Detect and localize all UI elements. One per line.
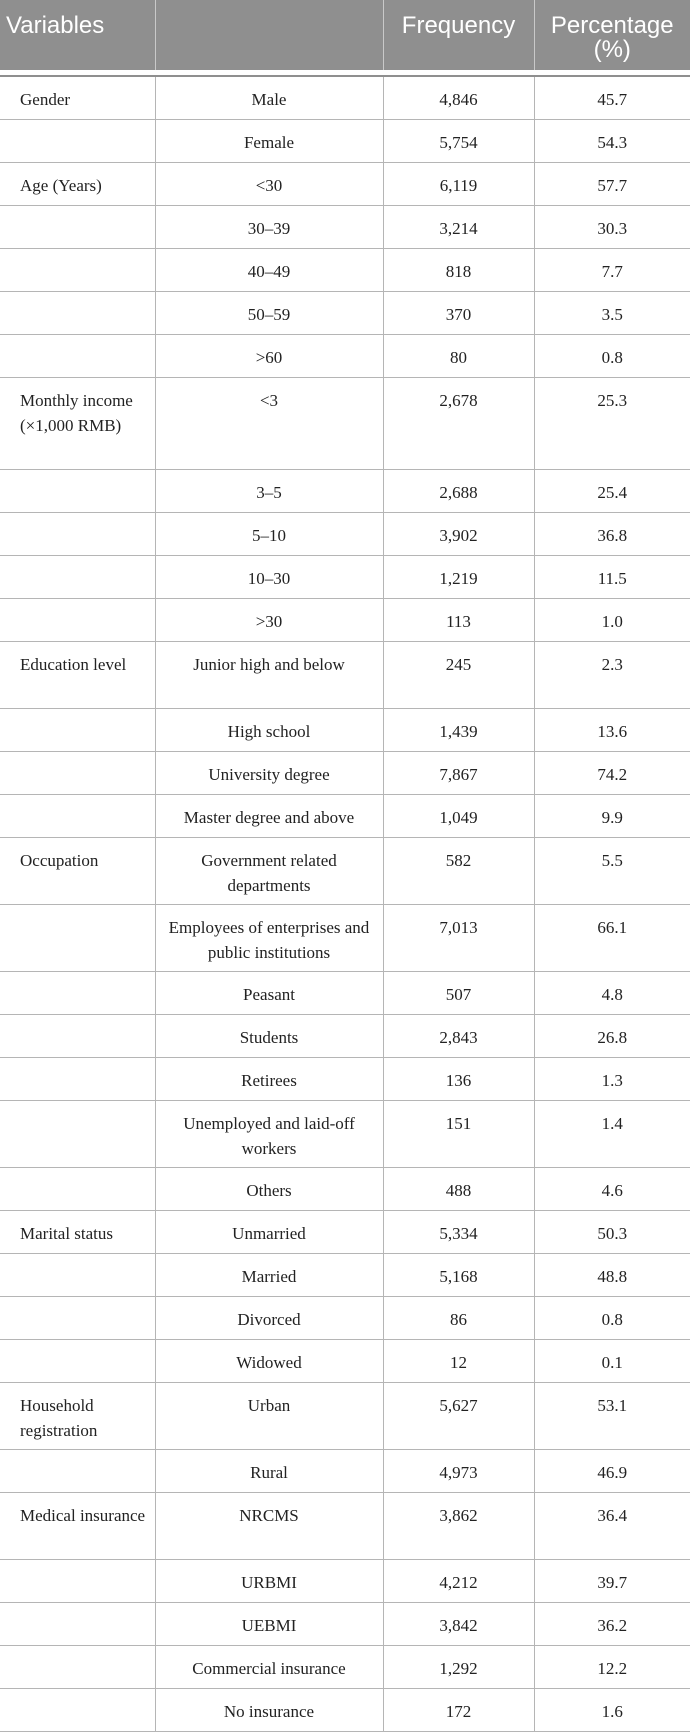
percentage-cell: 26.8 [534, 1014, 690, 1057]
percentage-cell: 1.6 [534, 1688, 690, 1731]
category-cell: NRCMS [155, 1492, 383, 1559]
category-cell: Retirees [155, 1057, 383, 1100]
percentage-cell: 4.6 [534, 1167, 690, 1210]
frequency-cell: 582 [383, 837, 534, 904]
category-cell: High school [155, 708, 383, 751]
category-cell: 50–59 [155, 291, 383, 334]
category-cell: >60 [155, 334, 383, 377]
percentage-cell: 25.3 [534, 377, 690, 469]
table-row [0, 1559, 690, 1602]
frequency-cell: 4,212 [383, 1559, 534, 1602]
category-cell: Others [155, 1167, 383, 1210]
frequency-cell: 370 [383, 291, 534, 334]
category-cell: Widowed [155, 1339, 383, 1382]
percentage-cell: 13.6 [534, 708, 690, 751]
table-row [0, 971, 690, 1014]
percentage-cell: 0.8 [534, 1296, 690, 1339]
table-row [0, 205, 690, 248]
percentage-cell: 0.1 [534, 1339, 690, 1382]
percentage-cell: 4.8 [534, 971, 690, 1014]
variable-cell [0, 119, 155, 162]
category-cell: Divorced [155, 1296, 383, 1339]
table-row [0, 1296, 690, 1339]
variable-cell [0, 1167, 155, 1210]
category-cell: 30–39 [155, 205, 383, 248]
percentage-cell: 1.0 [534, 598, 690, 641]
table-row [0, 334, 690, 377]
frequency-cell: 2,678 [383, 377, 534, 469]
category-cell: 5–10 [155, 512, 383, 555]
category-cell: Unmarried [155, 1210, 383, 1253]
frequency-cell: 3,902 [383, 512, 534, 555]
frequency-cell: 151 [383, 1100, 534, 1167]
table-row [0, 119, 690, 162]
variable-cell [0, 1339, 155, 1382]
frequency-cell: 488 [383, 1167, 534, 1210]
table-row [0, 794, 690, 837]
percentage-cell: 53.1 [534, 1382, 690, 1449]
variable-cell [0, 1688, 155, 1731]
table-row [0, 904, 690, 971]
category-cell: Students [155, 1014, 383, 1057]
table-row [0, 1210, 690, 1253]
frequency-cell: 818 [383, 248, 534, 291]
variable-cell [0, 971, 155, 1014]
table-row [0, 76, 690, 119]
category-cell: 40–49 [155, 248, 383, 291]
table-row [0, 512, 690, 555]
percentage-cell: 36.8 [534, 512, 690, 555]
category-cell: Male [155, 76, 383, 119]
category-cell: No insurance [155, 1688, 383, 1731]
variable-cell: Medical insurance [0, 1492, 155, 1559]
variable-cell [0, 1057, 155, 1100]
variable-cell [0, 1100, 155, 1167]
variable-cell [0, 334, 155, 377]
variable-cell [0, 512, 155, 555]
frequency-cell: 5,754 [383, 119, 534, 162]
percentage-cell: 3.5 [534, 291, 690, 334]
variable-cell [0, 1253, 155, 1296]
category-cell: Commercial insurance [155, 1645, 383, 1688]
frequency-cell: 136 [383, 1057, 534, 1100]
table-row [0, 377, 690, 469]
percentage-cell: 36.4 [534, 1492, 690, 1559]
category-cell: UEBMI [155, 1602, 383, 1645]
percentage-cell: 1.3 [534, 1057, 690, 1100]
category-cell: <30 [155, 162, 383, 205]
variable-cell: Age (Years) [0, 162, 155, 205]
percentage-cell: 7.7 [534, 248, 690, 291]
table-body [0, 76, 690, 1731]
category-cell: <3 [155, 377, 383, 469]
table-row [0, 1167, 690, 1210]
percentage-cell: 36.2 [534, 1602, 690, 1645]
frequency-cell: 1,219 [383, 555, 534, 598]
frequency-cell: 2,688 [383, 469, 534, 512]
percentage-cell: 9.9 [534, 794, 690, 837]
category-cell: University degree [155, 751, 383, 794]
frequency-cell: 7,867 [383, 751, 534, 794]
frequency-cell: 172 [383, 1688, 534, 1731]
percentage-cell: 66.1 [534, 904, 690, 971]
frequency-cell: 4,846 [383, 76, 534, 119]
category-cell: 3–5 [155, 469, 383, 512]
percentage-cell: 54.3 [534, 119, 690, 162]
frequency-cell: 6,119 [383, 162, 534, 205]
category-cell: Master degree and above [155, 794, 383, 837]
percentage-cell: 0.8 [534, 334, 690, 377]
table-row [0, 291, 690, 334]
table-row [0, 1057, 690, 1100]
table-row [0, 248, 690, 291]
percentage-cell: 5.5 [534, 837, 690, 904]
frequency-cell: 1,439 [383, 708, 534, 751]
variable-cell [0, 248, 155, 291]
frequency-cell: 86 [383, 1296, 534, 1339]
category-cell: >30 [155, 598, 383, 641]
percentage-cell: 46.9 [534, 1449, 690, 1492]
table-row [0, 751, 690, 794]
category-cell: Female [155, 119, 383, 162]
category-cell: 10–30 [155, 555, 383, 598]
variable-cell [0, 1296, 155, 1339]
frequency-cell: 3,862 [383, 1492, 534, 1559]
percentage-cell: 1.4 [534, 1100, 690, 1167]
percentage-cell: 74.2 [534, 751, 690, 794]
category-cell: URBMI [155, 1559, 383, 1602]
frequency-cell: 3,214 [383, 205, 534, 248]
percentage-cell: 12.2 [534, 1645, 690, 1688]
variable-cell [0, 205, 155, 248]
variable-cell [0, 1449, 155, 1492]
frequency-cell: 245 [383, 641, 534, 708]
frequency-cell: 113 [383, 598, 534, 641]
table-row [0, 1339, 690, 1382]
table-row [0, 708, 690, 751]
frequency-cell: 4,973 [383, 1449, 534, 1492]
variable-cell [0, 794, 155, 837]
frequency-cell: 7,013 [383, 904, 534, 971]
variable-cell: Occupation [0, 837, 155, 904]
variable-cell [0, 751, 155, 794]
percentage-cell: 57.7 [534, 162, 690, 205]
frequency-cell: 2,843 [383, 1014, 534, 1057]
table-row [0, 555, 690, 598]
variable-cell: Marital status [0, 1210, 155, 1253]
variable-cell [0, 708, 155, 751]
frequency-cell: 5,627 [383, 1382, 534, 1449]
category-cell: Urban [155, 1382, 383, 1449]
category-cell: Employees of enterprises and public institutions [155, 904, 383, 971]
percentage-cell: 11.5 [534, 555, 690, 598]
table-row [0, 1449, 690, 1492]
variable-cell: Gender [0, 76, 155, 119]
percentage-cell: 30.3 [534, 205, 690, 248]
variable-cell [0, 555, 155, 598]
header-row [0, 0, 690, 70]
variable-cell: Monthly income (×1,000 RMB) [0, 377, 155, 469]
variable-cell [0, 1602, 155, 1645]
variable-cell [0, 1645, 155, 1688]
table-row [0, 598, 690, 641]
variable-cell [0, 904, 155, 971]
category-cell: Rural [155, 1449, 383, 1492]
variable-cell [0, 1014, 155, 1057]
frequency-cell: 12 [383, 1339, 534, 1382]
category-cell: Married [155, 1253, 383, 1296]
header-frequency: Frequency [383, 0, 534, 70]
category-cell: Junior high and below [155, 641, 383, 708]
frequency-cell: 80 [383, 334, 534, 377]
frequency-cell: 3,842 [383, 1602, 534, 1645]
category-cell: Unemployed and laid-off workers [155, 1100, 383, 1167]
variable-cell: Household registration [0, 1382, 155, 1449]
variable-cell [0, 598, 155, 641]
table-row [0, 1492, 690, 1559]
percentage-cell: 2.3 [534, 641, 690, 708]
table-row [0, 1602, 690, 1645]
frequency-cell: 1,049 [383, 794, 534, 837]
table-row [0, 469, 690, 512]
table-row [0, 641, 690, 708]
variable-cell: Education level [0, 641, 155, 708]
table-row [0, 162, 690, 205]
percentage-cell: 39.7 [534, 1559, 690, 1602]
variable-cell [0, 1559, 155, 1602]
percentage-cell: 25.4 [534, 469, 690, 512]
percentage-cell: 48.8 [534, 1253, 690, 1296]
table-row [0, 1014, 690, 1057]
variable-cell [0, 469, 155, 512]
header-percentage: Percentage (%) [534, 0, 690, 70]
category-cell: Peasant [155, 971, 383, 1014]
header-variables: Variables [0, 0, 155, 70]
table-row [0, 1645, 690, 1688]
variable-cell [0, 291, 155, 334]
percentage-cell: 50.3 [534, 1210, 690, 1253]
header-category [155, 0, 383, 70]
category-cell: Government related departments [155, 837, 383, 904]
table-header [0, 0, 690, 76]
frequency-cell: 507 [383, 971, 534, 1014]
percentage-cell: 45.7 [534, 76, 690, 119]
table-row [0, 1100, 690, 1167]
frequency-cell: 1,292 [383, 1645, 534, 1688]
table-row [0, 1688, 690, 1731]
table-row [0, 837, 690, 904]
table-row [0, 1382, 690, 1449]
frequency-cell: 5,168 [383, 1253, 534, 1296]
frequency-cell: 5,334 [383, 1210, 534, 1253]
table-row [0, 1253, 690, 1296]
